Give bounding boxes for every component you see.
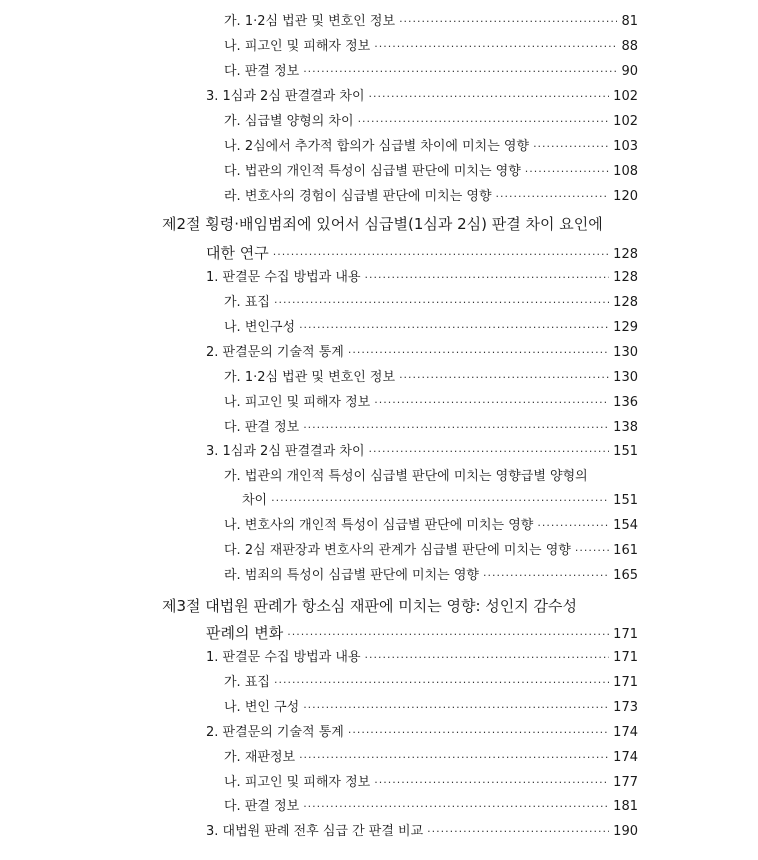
toc-entry [224,567,638,585]
dot-leader [299,749,609,767]
toc-entry-title: 가. 심급별 양형의 차이 [224,114,354,129]
toc-entry [224,517,638,535]
toc-entry-page: 103 [613,139,638,154]
toc-entry-page: 81 [621,14,638,29]
dot-leader [287,625,609,645]
toc-entry-page: 181 [613,799,638,814]
toc-entry-page: 190 [613,824,638,839]
toc-entry-page: 151 [613,444,638,459]
toc-entry-page: 129 [613,320,638,335]
toc-entry-title: 나. 변인구성 [224,320,296,335]
toc-entry [206,344,638,362]
section-heading: 제3절 대법원 판례가 항소심 재판에 미치는 영향: 성인지 감수성 [162,597,577,615]
toc-entry-page: 136 [613,395,638,410]
dot-leader [496,188,610,206]
toc-entry [224,468,638,486]
toc-entry-title: 3. 1심과 2심 판결결과 차이 [206,89,365,104]
toc-entry [224,394,638,412]
toc-entry-page: 171 [613,675,638,690]
dot-leader [303,63,617,81]
dot-leader [365,269,610,287]
toc-entry-page: 130 [613,345,638,360]
dot-leader [399,13,617,31]
toc-entry-title: 나. 변호사의 개인적 특성이 심급별 판단에 미치는 영향 [224,518,534,533]
dot-leader [399,369,609,387]
dot-leader [537,517,609,535]
toc-entry-page: 174 [613,750,638,765]
dot-leader [358,113,610,131]
toc-entry [224,798,638,816]
toc-entry [224,542,638,560]
toc-entry-title: 가. 표집 [224,295,270,310]
toc-entry [224,749,638,767]
dot-leader [525,163,609,181]
toc-entry-title: 2. 판결문의 기술적 통계 [206,345,344,360]
toc-entry-title: 나. 2심에서 추가적 합의가 심급별 차이에 미치는 영향 [224,139,530,154]
dot-leader [271,492,609,510]
toc-entry-title: 다. 판결 정보 [224,64,300,79]
toc-entry-page: 165 [613,568,638,583]
toc-entry-page: 173 [613,700,638,715]
toc-entry-page: 128 [613,295,638,310]
section-heading: 제2절 횡령·배임범죄에 있어서 심급별(1심과 2심) 판결 차이 요인에 [162,215,603,233]
toc-entry-page: 174 [613,725,638,740]
toc-entry-title: 가. 표집 [224,675,270,690]
toc-entry-title: 가. 1·2심 법관 및 변호인 정보 [224,370,396,385]
toc-entry-title: 3. 대법원 판례 전후 심급 간 판결 비교 [206,824,424,839]
dot-leader [374,394,609,412]
toc-entry-page: 90 [621,64,638,79]
toc-entry-page: 108 [613,164,638,179]
dot-leader [374,38,617,56]
toc-entry [224,63,638,81]
toc-entry-title: 다. 판결 정보 [224,799,300,814]
toc-entry-page: 138 [613,420,638,435]
toc-entry-page: 177 [613,775,638,790]
toc-entry [206,269,638,287]
toc-entry-page: 161 [613,543,638,558]
toc-entry-page: 128 [613,247,638,262]
toc-entry-title: 3. 1심과 2심 판결결과 차이 [206,444,365,459]
toc-entry-title: 2. 판결문의 기술적 통계 [206,725,344,740]
toc-entry-page: 88 [621,39,638,54]
dot-leader [533,138,609,156]
toc-entry-page: 151 [613,493,638,508]
toc-entry [224,163,638,181]
toc-entry-title: 다. 2심 재판장과 변호사의 관계가 심급별 판단에 미치는 영향 [224,543,571,558]
toc-entry [224,113,638,131]
toc-entry [224,419,638,437]
dot-leader [374,774,609,792]
toc-entry-page: 130 [613,370,638,385]
toc-entry-title: 나. 피고인 및 피해자 정보 [224,775,371,790]
toc-entry [242,492,638,510]
toc-entry [206,823,638,841]
dot-leader [365,649,610,667]
dot-leader [348,724,609,742]
dot-leader [369,443,610,461]
dot-leader [274,294,609,312]
dot-leader [274,674,609,692]
toc-entry-page: 171 [613,627,638,642]
toc-entry-page: 102 [613,89,638,104]
toc-entry [224,319,638,337]
toc-entry-title: 라. 범죄의 특성이 심급별 판단에 미치는 영향 [224,568,479,583]
toc-entry-page: 171 [613,650,638,665]
dot-leader [303,798,609,816]
toc-entry [224,138,638,156]
toc-entry [224,674,638,692]
toc-entry-title: 가. 1·2심 법관 및 변호인 정보 [224,14,396,29]
toc-entry [224,774,638,792]
toc-entry [224,699,638,717]
toc-entry [206,88,638,106]
toc-entry-title: 차이 [242,493,268,508]
toc-entry [224,294,638,312]
toc-entry-title: 나. 변인 구성 [224,700,300,715]
dot-leader [273,245,609,265]
toc-entry [206,649,638,667]
dot-leader [299,319,609,337]
toc-entry [224,13,638,31]
toc-entry [224,369,638,387]
toc-entry-title: 1. 판결문 수집 방법과 내용 [206,650,361,665]
dot-leader [483,567,609,585]
toc-entry-page: 154 [613,518,638,533]
dot-leader [303,419,609,437]
toc-entry-title: 가. 법관의 개인적 특성이 심급별 판단에 미치는 영향급별 양형의 [224,469,588,484]
toc-entry [224,188,638,206]
toc-entry-title: 1. 판결문 수집 방법과 내용 [206,270,361,285]
dot-leader [575,542,609,560]
toc-entry-page: 102 [613,114,638,129]
dot-leader [303,699,609,717]
dot-leader [427,823,609,841]
toc-entry-page: 128 [613,270,638,285]
toc-entry-title: 판례의 변화 [206,624,284,642]
toc-entry [206,443,638,461]
toc-entry [206,623,638,645]
toc-entry-title: 가. 재판정보 [224,750,296,765]
toc-entry [224,38,638,56]
toc-entry-title: 대한 연구 [206,244,269,262]
dot-leader [369,88,610,106]
toc-entry-title: 다. 법관의 개인적 특성이 심급별 판단에 미치는 영향 [224,164,521,179]
toc-entry [206,724,638,742]
dot-leader [348,344,609,362]
toc-entry [206,243,638,265]
toc-entry-page: 120 [613,189,638,204]
toc-entry-title: 다. 판결 정보 [224,420,300,435]
toc-entry-title: 라. 변호사의 경험이 심급별 판단에 미치는 영향 [224,189,492,204]
toc-entry-title: 나. 피고인 및 피해자 정보 [224,39,371,54]
toc-entry-title: 나. 피고인 및 피해자 정보 [224,395,371,410]
